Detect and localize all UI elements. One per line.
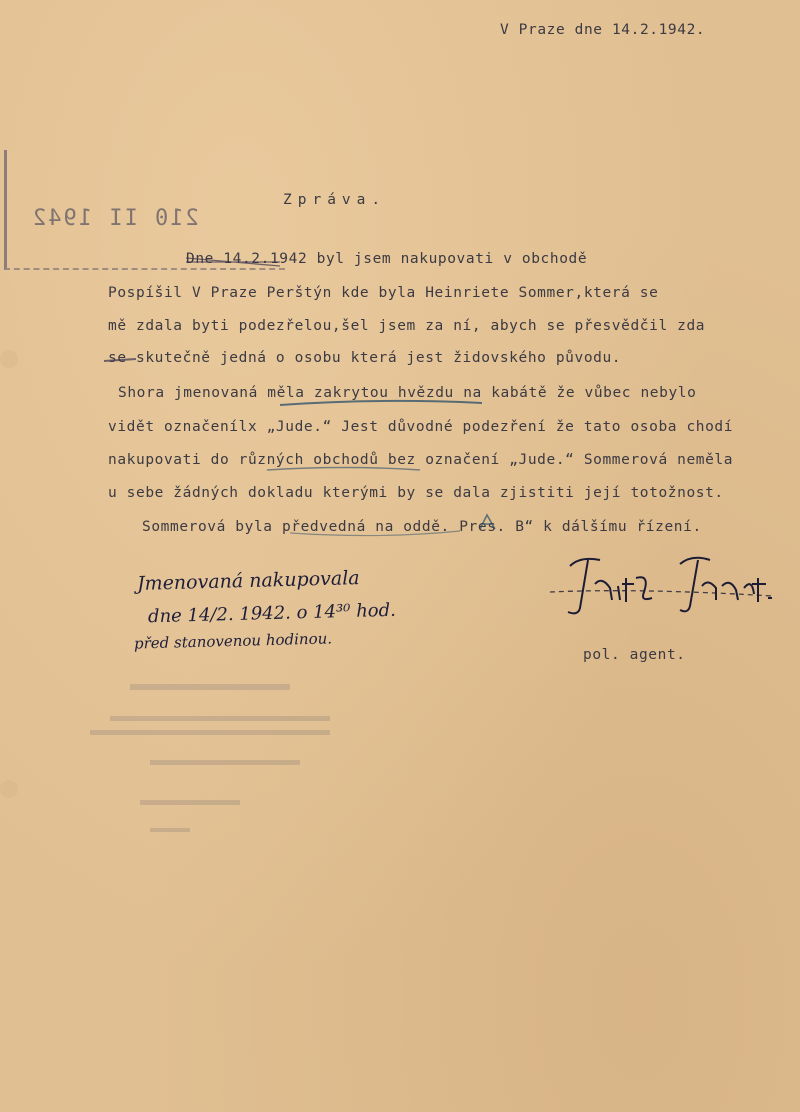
- body-line: nakupovati do různých obchodů bez označení „Jude.“ Sommerová neměla: [108, 452, 734, 468]
- body-line: u sebe žádných dokladu kterými by se dala zjistiti její totožnost.: [108, 485, 724, 501]
- body-line: Pospíšil V Praze Perštýn kde byla Heinriete Sommer,která se: [108, 285, 659, 301]
- handwritten-note-line: Jmenovaná nakupovala: [136, 567, 360, 595]
- document-title: Zpráva.: [283, 192, 387, 208]
- handwritten-note-line: dne 14/2. 1942. o 14³⁰ hod.: [147, 599, 397, 628]
- body-line: mě zdala byti podezřelou,šel jsem za ní, abych se přesvědčil zda: [108, 318, 706, 334]
- punch-hole: [0, 350, 18, 368]
- body-line: Dne 14.2.1942 byl jsem nakupovati v obchodě: [186, 251, 588, 267]
- signature-title: pol. agent.: [583, 647, 686, 663]
- document-date: V Praze dne 14.2.1942.: [500, 22, 706, 38]
- body-line: vidět označenílx „Jude.“ Jest důvodné podezření že tato osoba chodí: [108, 419, 734, 435]
- stamp-date: 210 II 1942: [31, 206, 199, 231]
- punch-hole: [0, 780, 18, 798]
- handwritten-note-line: před stanovenou hodinou.: [133, 629, 333, 653]
- signature: [540, 548, 780, 618]
- body-line: Sommerová byla předvedná na oddě. Pres. B“ k dálšímu řízení.: [142, 519, 702, 535]
- body-line: Shora jmenovaná měla zakrytou hvězdu na kabátě že vůbec nebylo: [118, 385, 697, 401]
- body-line: se skutečně jedná o osobu která jest židovského původu.: [108, 350, 622, 366]
